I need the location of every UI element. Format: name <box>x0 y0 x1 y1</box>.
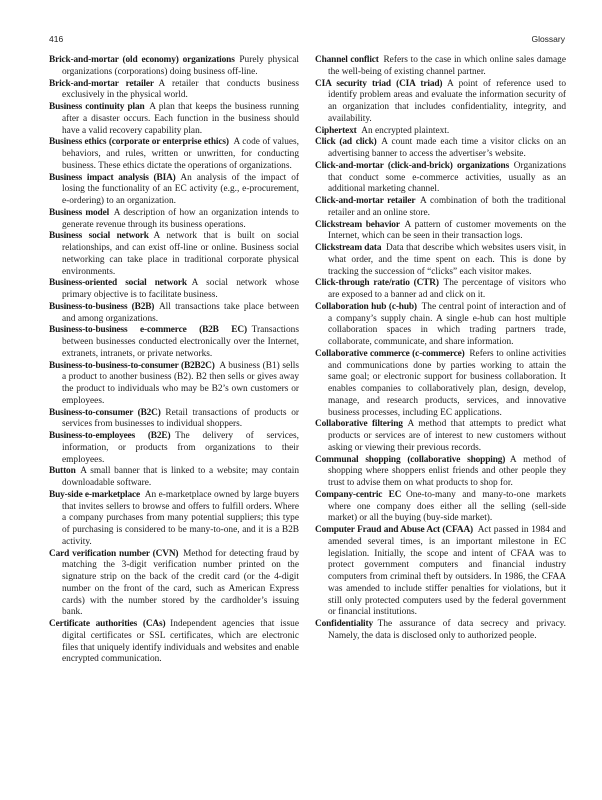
glossary-entry <box>315 161 566 196</box>
glossary-entry <box>315 302 566 349</box>
glossary-term: Business ethics (corporate or enterprise ethics) <box>49 137 229 148</box>
glossary-term: Business-to-business (B2B) <box>49 301 155 312</box>
glossary-term: Clickstream behavior <box>315 219 400 230</box>
glossary-term: Business impact analysis (BIA) <box>49 172 176 183</box>
glossary-definition: An encrypted plaintext. <box>361 125 450 136</box>
glossary-entry <box>315 490 566 525</box>
page-header <box>49 34 565 48</box>
glossary-term: Brick-and-mortar (old economy) organizations <box>49 55 235 65</box>
glossary-definition: A social network whose primary objective is to facilitate business. <box>62 278 300 300</box>
glossary-definition: A business (B1) sells a product to another business (B2). B2 then sells or gives away the product to individuals who may be B2’s own customers or employees. <box>62 360 300 406</box>
glossary-term: Collaborative commerce (c-commerce) <box>315 348 465 359</box>
glossary-definition: A method that attempts to predict what products or services are of interest to new customers without asking or viewing their previous records. <box>328 419 566 453</box>
glossary-definition: A description of how an organization intends to generate revenue through its business operations. <box>62 207 299 230</box>
page-number: 416 <box>49 34 64 44</box>
glossary-definition: The percentage of visitors who are exposed to a banner ad and click on it. <box>328 278 566 300</box>
glossary-term: Click-and-mortar retailer <box>315 196 416 206</box>
glossary-definition: Transactions between businesses conducted electronically over the Internet, extranets, intranets, or private networks. <box>62 325 299 359</box>
glossary-entry <box>49 408 299 432</box>
glossary-definition: A count made each time a visitor clicks on an advertising banner to access the advertiser’s website. <box>328 137 566 159</box>
glossary-term: Button <box>49 466 76 477</box>
glossary-entry <box>315 55 566 79</box>
glossary-term: Collaborative filtering <box>315 419 403 430</box>
glossary-entry <box>315 455 566 490</box>
glossary-entry <box>315 196 566 220</box>
glossary-definition: A method of shopping where shoppers enlist friends and other people they trust to advise them on what products to shop for. <box>328 454 566 488</box>
left-column <box>49 55 299 666</box>
glossary-entry <box>315 278 566 302</box>
glossary-definition: Method for detecting fraud by matching the 3-digit verification number printed on the signature strip on the back of the credit card (or the 4-digit number on the front of the card, such as American Express cards) with the number stored by the cardholder’s issuing bank. <box>62 548 300 618</box>
glossary-entry <box>49 173 299 208</box>
glossary-definition: Purely physical organizations (corporations) doing business off-line. <box>62 55 300 77</box>
glossary-definition: A retailer that conducts business exclusively in the physical world. <box>62 78 299 101</box>
glossary-term: Ciphertext <box>315 125 357 136</box>
glossary-definition: A network that is built on social relationships, and can exist off-line or online. Business social networking can take place in traditional corporate physical environments. <box>62 231 299 277</box>
glossary-entry <box>49 102 299 137</box>
glossary-entry <box>49 361 299 408</box>
glossary-definition: Act passed in 1984 and amended several times, is an important milestone in EC legislation. Initially, the scope and intent of CFAA was to protect government computers and financial industry computers from criminal theft by outsiders. In 1986, the CFAA was amended to include stiffer penalties for violations, but it still only protected computers used by the federal government or financial institutions. <box>328 525 566 618</box>
glossary-entry <box>315 619 566 643</box>
glossary-definition: One-to-many and many-to-one markets where one company does either all the selling (sell-side market) or all the buying (buy-side market). <box>328 489 566 524</box>
glossary-definition: Data that describe which websites users visit, in what order, and the time spent on each. This is done by tracking the succession of “clicks” each visitor makes. <box>328 243 567 277</box>
glossary-entry <box>49 208 299 232</box>
glossary-term: Confidentiality <box>315 619 373 629</box>
right-column <box>315 55 566 643</box>
glossary-term: Card verification number (CVN) <box>49 548 179 559</box>
glossary-definition: An analysis of the impact of losing the functionality of an EC activity (e.g., e-procurement, e-ordering) to an organization. <box>62 172 299 206</box>
glossary-term: Business-to-consumer (B2C) <box>49 407 161 418</box>
glossary-entry <box>49 325 299 360</box>
glossary-definition: The delivery of services, information, or products from organizations to their employees. <box>62 431 299 465</box>
glossary-term: Click (ad click) <box>315 137 377 148</box>
glossary-definition: Refers to the case in which online sales damage the well-being of existing channel partner. <box>328 55 566 77</box>
glossary-term: Company-centric EC <box>315 489 402 500</box>
glossary-definition: A plan that keeps the business running after a disaster occurs. Each function in the business should have a valid recovery capability plan. <box>62 102 299 136</box>
glossary-entry <box>315 79 566 126</box>
glossary-entry <box>315 126 566 138</box>
glossary-definition: All transactions take place between and among organizations. <box>62 301 299 324</box>
glossary-term: Brick-and-mortar retailer <box>49 78 154 89</box>
glossary-definition: A pattern of customer movements on the Internet, which can be seen in their transaction logs. <box>328 219 567 242</box>
glossary-term: Business social network <box>49 231 149 242</box>
glossary-entry <box>315 419 566 454</box>
glossary-definition: Refers to online activities and communications done by parties working to attain the same goal; or electronic support for business collaboration. It enables companies to collaboratively plan, design, develop, manage, and research products, services, and innovative business processes, including EC applications. <box>328 348 566 418</box>
glossary-entry <box>49 431 299 466</box>
glossary-definition: A small banner that is linked to a website; may contain downloadable software. <box>62 466 299 488</box>
glossary-term: Business-oriented social network <box>49 278 187 289</box>
glossary-entry <box>49 137 299 172</box>
glossary-term: Business continuity plan <box>49 102 145 112</box>
running-title: Glossary <box>531 34 565 44</box>
glossary-definition: The central point of interaction and of a company’s supply chain. A single e-hub can host multiple collaboration spaces in which trading partners trade, collaborate, communicate, and share information. <box>328 301 566 347</box>
glossary-term: Business-to-business e-commerce (B2B EC) <box>49 325 247 336</box>
glossary-term: Certificate authorities (CAs) <box>49 619 166 629</box>
glossary-entry <box>315 349 566 420</box>
glossary-definition: Organizations that conduct some e-commerce activities, usually as an additional marketing channel. <box>328 160 566 195</box>
glossary-entry <box>49 302 299 326</box>
glossary-term: Click-through rate/ratio (CTR) <box>315 278 439 289</box>
glossary-definition: Independent agencies that issue digital certificates or SSL certificates, which are electronic files that uniquely identify individuals and websites and enable encrypted communication. <box>62 619 299 665</box>
glossary-term: Business-to-business-to-consumer (B2B2C) <box>49 360 215 371</box>
glossary-term: Channel conflict <box>315 55 379 65</box>
glossary-term: Clickstream data <box>315 243 382 253</box>
glossary-entry <box>49 619 299 666</box>
glossary-definition: A combination of both the traditional retailer and an online store. <box>328 196 566 218</box>
glossary-definition: The assurance of data secrecy and privacy. Namely, the data is disclosed only to authorized people. <box>328 619 566 641</box>
glossary-entry <box>49 55 299 79</box>
glossary-entry <box>49 490 299 549</box>
glossary-term: Business-to-employees (B2E) <box>49 431 171 441</box>
glossary-definition: A code of values, behaviors, and rules, written or unwritten, for conducting business. These ethics dictate the operations of organizations. <box>62 137 299 171</box>
glossary-entry <box>315 137 566 161</box>
glossary-term: Collaboration hub (c-hub) <box>315 301 417 312</box>
glossary-entry <box>49 549 299 620</box>
glossary-entry <box>49 466 299 490</box>
glossary-entry <box>315 220 566 244</box>
glossary-entry <box>49 231 299 278</box>
glossary-entry <box>49 79 299 103</box>
glossary-term: Buy-side e-marketplace <box>49 489 141 500</box>
glossary-term: CIA security triad (CIA triad) <box>315 78 443 89</box>
glossary-entry <box>315 525 566 619</box>
glossary-definition: Retail transactions of products or services from businesses to individual shoppers. <box>62 407 299 430</box>
glossary-term: Communal shopping (collaborative shopping) <box>315 454 506 465</box>
glossary-term: Business model <box>49 207 110 218</box>
glossary-entry <box>49 278 299 302</box>
glossary-term: Click-and-mortar (click-and-brick) organizations <box>315 160 510 171</box>
glossary-term: Computer Fraud and Abuse Act (CFAA) <box>315 525 474 535</box>
glossary-definition: An e-marketplace owned by large buyers that invites sellers to browse and offers to fulfill orders. Where a company purchases from many potential suppliers; this type of purchasing is considered to be many-to-one, and it is a B2B activity. <box>62 489 299 547</box>
glossary-definition: A point of reference used to identify problem areas and evaluate the information security of an organization that includes confidentiality, integrity, and availability. <box>328 78 566 124</box>
glossary-entry <box>315 243 566 278</box>
